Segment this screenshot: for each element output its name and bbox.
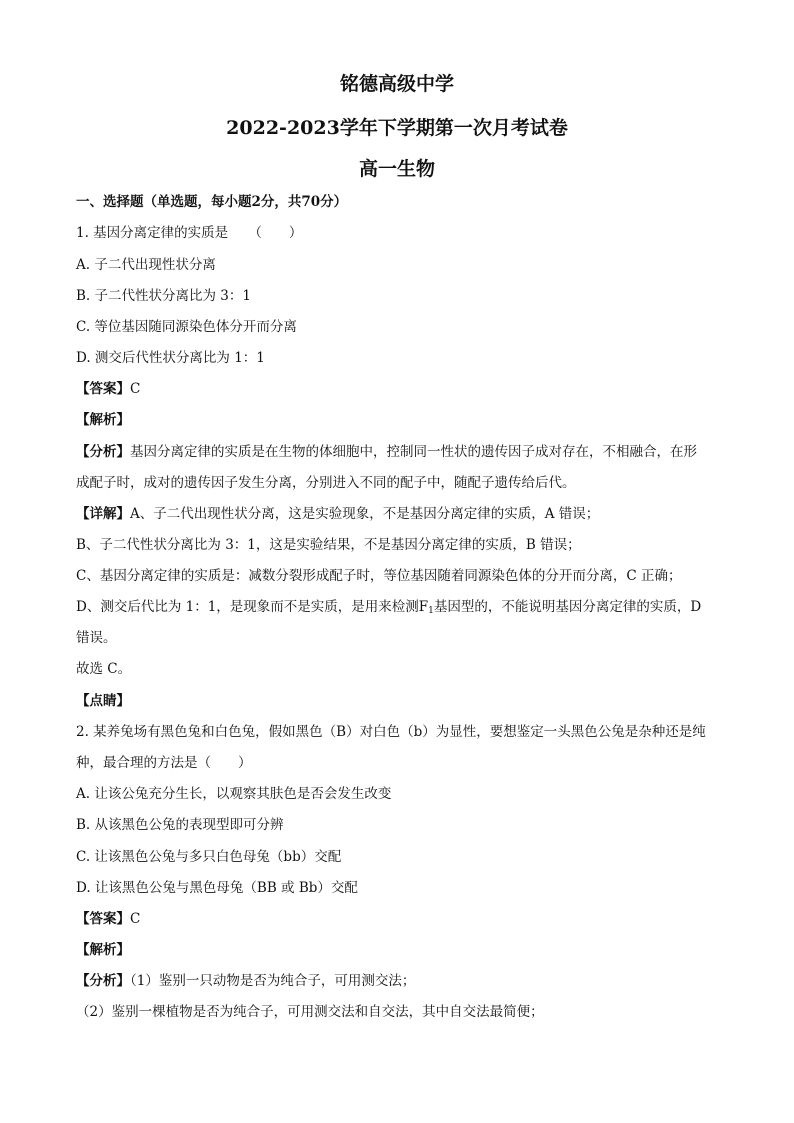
xiangjie-d-pre: D、测交后代比为 1：1，是现象而不是实质，是用来检测F <box>76 599 429 615</box>
q1-dianjing-tag: 【点睛】 <box>76 693 130 709</box>
xiangjie-d-post: 基因型的，不能说明基因分离定律的实质，D <box>433 599 702 615</box>
q1-xiangjie-d <box>76 598 724 620</box>
xiangjie-tag: 【详解】 <box>76 506 130 522</box>
q1-fenxi-line2: 成配子时，成对的遗传因子发生分离，分别进入不同的配子中，随配子遗传给后代。 <box>76 475 576 491</box>
section-heading: 一、选择题（单选题，每小题2分，共70分） <box>76 194 348 210</box>
xiangjie-a-text: A、子二代出现性状分离，这是实验现象，不是基因分离定律的实质，A 错误； <box>130 506 600 522</box>
fenxi-tag: 【分析】 <box>76 444 130 460</box>
q2-option-d: D. 让该黑色公兔与黑色母兔（BB 或 Bb）交配 <box>76 880 358 896</box>
q2-stem-line2: 种，最合理的方法是（ ） <box>76 755 252 771</box>
q2-analysis-tag: 【解析】 <box>76 942 130 958</box>
q1-xiangjie-a <box>76 505 724 523</box>
q1-option-d: D. 测交后代性状分离比为 1：1 <box>76 350 265 366</box>
q1-stem: 1. 基因分离定律的实质是 （ ） <box>76 225 303 241</box>
answer-value: C <box>130 381 141 397</box>
xiangjie-d-sub: 1 <box>428 606 434 616</box>
q2-option-b: B. 从该黑色公兔的表现型即可分辨 <box>76 817 284 833</box>
subject-title: 高一生物 <box>358 158 435 180</box>
q2-answer <box>76 910 724 928</box>
fenxi-tag: 【分析】 <box>76 973 130 989</box>
answer-value: C <box>130 911 141 927</box>
q1-xiangjie-c: C、基因分离定律的实质是：减数分裂形成配子时，等位基因随着同源染色体的分开而分离，C 正确； <box>76 568 682 584</box>
exam-title: 2022-2023学年下学期第一次月考试卷 <box>226 117 568 139</box>
fenxi-text: （1）鉴别一只动物是否为纯合子，可用测交法； <box>130 973 416 989</box>
q1-option-a: A. 子二代出现性状分离 <box>76 257 216 273</box>
q1-xiangjie-b: B、子二代性状分离比为 3：1，这是实验结果，不是基因分离定律的实质，B 错误； <box>76 537 581 553</box>
school-title: 铭德高级中学 <box>339 73 454 95</box>
q1-answer <box>76 380 724 398</box>
q1-conclusion: 故选 C。 <box>76 661 132 677</box>
q1-analysis-tag: 【解析】 <box>76 412 130 428</box>
q1-option-b: B. 子二代性状分离比为 3：1 <box>76 288 251 304</box>
q2-option-a: A. 让该公兔充分生长，以观察其肤色是否会发生改变 <box>76 786 392 802</box>
answer-tag: 【答案】 <box>76 911 130 927</box>
answer-tag: 【答案】 <box>76 381 130 397</box>
q1-option-c: C. 等位基因随同源染色体分开而分离 <box>76 319 297 335</box>
fenxi-text: 基因分离定律的实质是在生物的体细胞中，控制同一性状的遗传因子成对存在，不相融合，在形 <box>130 444 697 460</box>
q2-fenxi-line2: （2）鉴别一棵植物是否为纯合子，可用测交法和自交法，其中自交法最简便； <box>76 1004 544 1020</box>
q1-xiangjie-d-cont: 错误。 <box>76 630 117 646</box>
q2-stem-line1: 2. 某养兔场有黑色兔和白色兔，假如黑色（B）对白色（b）为显性，要想鉴定一头黑色公兔是杂种还是纯 <box>76 724 706 740</box>
q2-option-c: C. 让该黑色公兔与多只白色母兔（bb）交配 <box>76 849 342 865</box>
q2-fenxi-line1 <box>76 972 724 990</box>
q1-fenxi-line1 <box>76 443 724 461</box>
